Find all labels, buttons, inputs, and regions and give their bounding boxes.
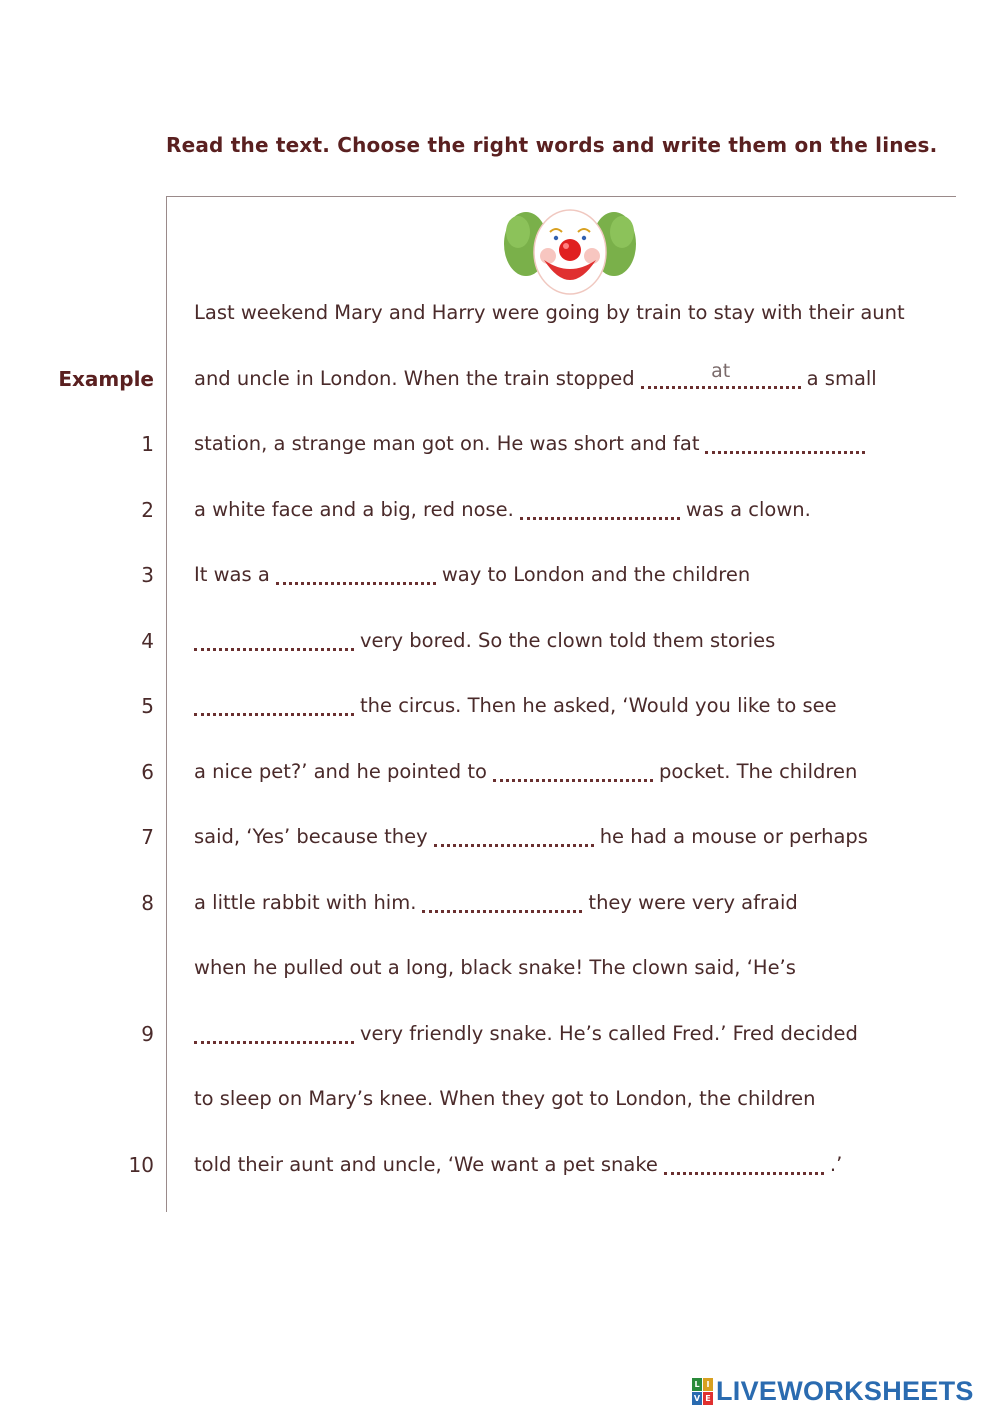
answer-gap — [194, 1019, 354, 1044]
answer-gap — [493, 757, 653, 782]
line-text-after: very bored. So the clown told them stories — [360, 629, 776, 652]
example-answer-input[interactable] — [641, 358, 801, 384]
text-line — [194, 560, 964, 590]
answer-input-10[interactable] — [664, 1144, 824, 1170]
line-text-after: a small — [806, 367, 877, 390]
question-number: 2 — [141, 498, 154, 522]
answer-gap — [520, 495, 680, 520]
answer-gap — [194, 626, 354, 651]
line-text-before: It was a — [194, 563, 270, 586]
question-number: 3 — [141, 563, 154, 587]
answer-input-7[interactable] — [434, 816, 594, 842]
answer-input-3[interactable] — [276, 554, 436, 580]
question-number: 9 — [141, 1022, 154, 1046]
text-line — [194, 691, 964, 721]
line-text-before: to sleep on Mary’s knee. When they got to London, the children — [194, 1087, 816, 1110]
instruction-heading: Read the text. Choose the right words and write them on the lines. — [166, 133, 938, 157]
text-line — [194, 1019, 964, 1049]
line-text-after: was a clown. — [685, 498, 811, 521]
frame-top-border — [166, 196, 956, 197]
answer-gap — [434, 822, 594, 847]
text-line — [194, 888, 964, 918]
text-line — [194, 822, 964, 852]
frame-left-border — [166, 196, 167, 1212]
line-text-after: .’ — [829, 1153, 843, 1176]
line-text-before: a nice pet?’ and he pointed to — [194, 760, 487, 783]
text-line — [194, 757, 964, 787]
line-text-after: way to London and the children — [441, 563, 751, 586]
liveworksheets-mark-icon: L I V E — [692, 1378, 712, 1404]
text-line — [194, 626, 964, 656]
text-line — [194, 429, 964, 459]
line-text-before: a little rabbit with him. — [194, 891, 417, 914]
line-text-after: very friendly snake. He’s called Fred.’ Fred decided — [360, 1022, 858, 1045]
answer-input-5[interactable] — [194, 685, 354, 711]
answer-gap — [194, 691, 354, 716]
line-text-after: they were very afraid — [588, 891, 798, 914]
answer-input-8[interactable] — [422, 882, 582, 908]
line-text-before: when he pulled out a long, black snake! The clown said, ‘He’s — [194, 956, 796, 979]
question-number: 6 — [141, 760, 154, 784]
answer-gap — [664, 1150, 824, 1175]
answer-input-6[interactable] — [493, 751, 653, 777]
line-text-before: said, ‘Yes’ because they — [194, 825, 428, 848]
line-text-before: and uncle in London. When the train stopped — [194, 367, 635, 390]
answer-gap — [705, 429, 865, 454]
question-number: 4 — [141, 629, 154, 653]
liveworksheets-logo-text: LIVEWORKSHEETS — [716, 1375, 974, 1406]
text-line — [194, 298, 964, 328]
text-line — [194, 495, 964, 525]
answer-input-2[interactable] — [520, 489, 680, 515]
line-text-before: Last weekend Mary and Harry were going by train to stay with their aunt — [194, 301, 905, 324]
answer-input-4[interactable] — [194, 620, 354, 646]
text-line — [194, 364, 964, 394]
answer-gap — [276, 560, 436, 585]
question-number: 1 — [141, 432, 154, 456]
example-answer-gap — [641, 364, 801, 389]
text-line — [194, 1150, 964, 1180]
liveworksheets-logo — [692, 1376, 974, 1406]
question-number: 5 — [141, 694, 154, 718]
answer-input-1[interactable] — [705, 423, 865, 449]
line-text-after: pocket. The children — [658, 760, 858, 783]
clown-face-icon — [500, 204, 640, 296]
line-text-after: the circus. Then he asked, ‘Would you like to see — [360, 694, 837, 717]
question-number: 8 — [141, 891, 154, 915]
question-number: 10 — [128, 1153, 154, 1177]
example-label: Example — [58, 367, 154, 391]
line-text-before: a white face and a big, red nose. — [194, 498, 514, 521]
answer-input-9[interactable] — [194, 1013, 354, 1039]
text-line — [194, 953, 964, 983]
answer-gap — [422, 888, 582, 913]
text-line — [194, 1084, 964, 1114]
line-text-before: told their aunt and uncle, ‘We want a pet snake — [194, 1153, 658, 1176]
question-number: 7 — [141, 825, 154, 849]
line-text-before: station, a strange man got on. He was short and fat — [194, 432, 700, 455]
line-text-after: he had a mouse or perhaps — [599, 825, 868, 848]
